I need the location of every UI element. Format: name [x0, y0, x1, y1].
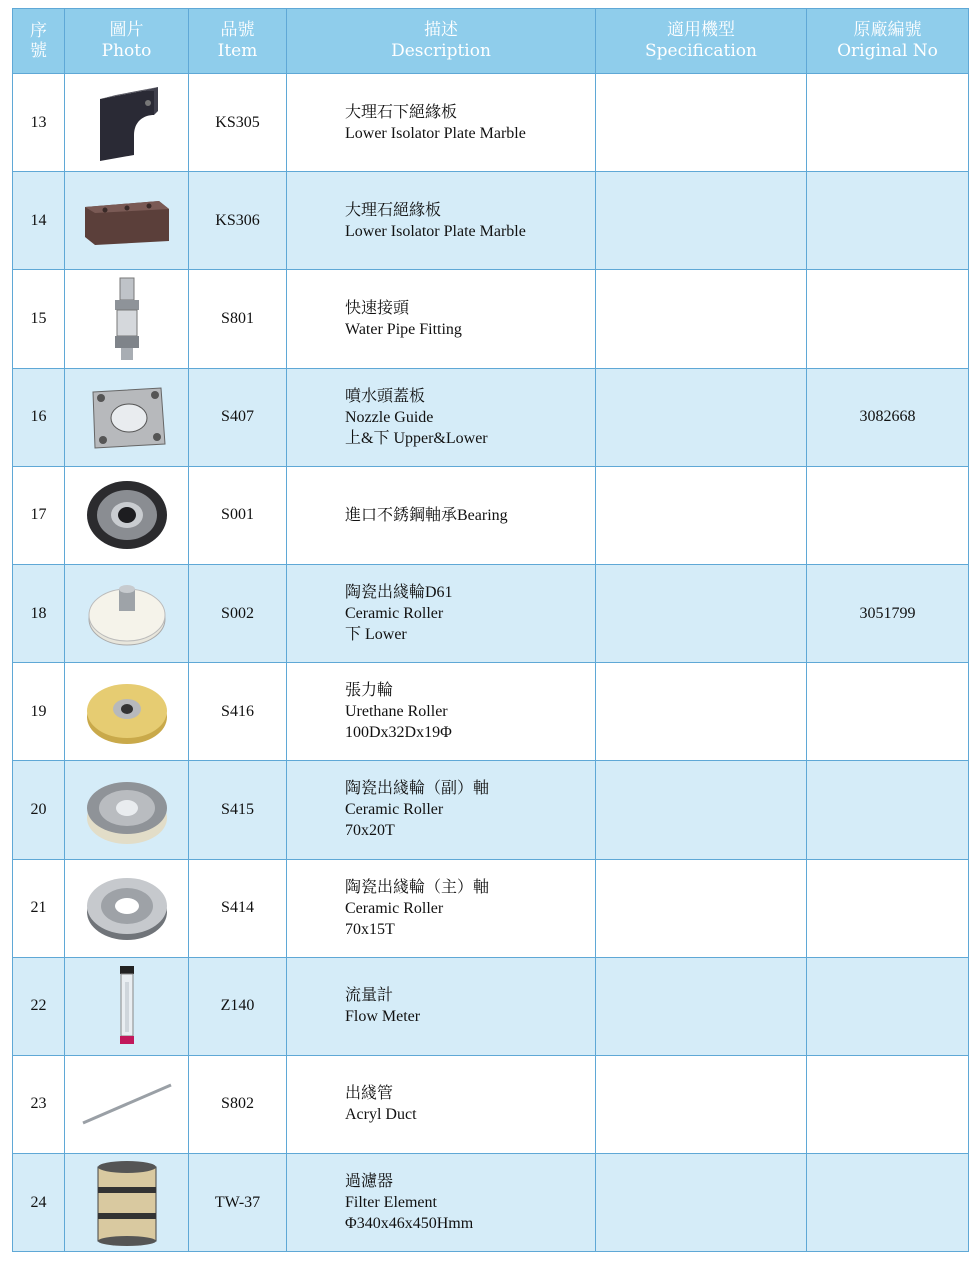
- table-row: [13, 1055, 969, 1153]
- header-row: [13, 9, 969, 74]
- bearing-icon: [65, 467, 188, 563]
- specification: [596, 1154, 807, 1252]
- description: [287, 368, 596, 466]
- photo-cell: [65, 564, 189, 662]
- photo-cell: [65, 466, 189, 564]
- item-code: Z140: [189, 957, 287, 1055]
- row-number: 17: [13, 466, 65, 564]
- nozzle-guide-plate-icon: [65, 369, 188, 465]
- specification: [596, 270, 807, 368]
- original-no: [807, 1055, 969, 1153]
- item-code: S801: [189, 270, 287, 368]
- description-line: Nozzle Guide: [345, 408, 434, 426]
- description-line: Filter Element: [345, 1194, 437, 1212]
- marble-block-brown-icon: [65, 173, 188, 269]
- photo-cell: [65, 1055, 189, 1153]
- description-line: 進口不銹鋼軸承Bearing: [345, 506, 508, 524]
- header-photo: 圖片 Photo: [65, 9, 189, 74]
- original-no: [807, 270, 969, 368]
- description-line: 下 Lower: [345, 626, 407, 644]
- item-code: S414: [189, 859, 287, 957]
- table-row: [13, 859, 969, 957]
- filter-element-icon: [65, 1155, 188, 1251]
- item-code: S001: [189, 466, 287, 564]
- description-line: 過濾器: [345, 1173, 394, 1191]
- description-line: 出綫管: [345, 1085, 394, 1103]
- flow-meter-icon: [65, 958, 188, 1054]
- description-line: 上&下 Upper&Lower: [345, 429, 488, 447]
- header-description: 描述 Description: [287, 9, 596, 74]
- pipe-fitting-icon: [65, 271, 188, 367]
- table-row: [13, 957, 969, 1055]
- photo-cell: [65, 957, 189, 1055]
- table-row: [13, 74, 969, 172]
- description: [287, 172, 596, 270]
- description-line: 70x15T: [345, 920, 395, 938]
- row-number: 18: [13, 564, 65, 662]
- row-number: 21: [13, 859, 65, 957]
- original-no: [807, 761, 969, 859]
- description-line: 陶瓷出綫輪（副）軸: [345, 780, 490, 798]
- description: [287, 1154, 596, 1252]
- acryl-duct-icon: [65, 1056, 188, 1152]
- original-no: 3051799: [807, 564, 969, 662]
- ceramic-roller-sub-icon: [65, 762, 188, 858]
- description-line: 噴水頭蓋板: [345, 387, 426, 405]
- description: [287, 859, 596, 957]
- item-code: KS306: [189, 172, 287, 270]
- description-line: Acryl Duct: [345, 1106, 417, 1124]
- photo-cell: [65, 1154, 189, 1252]
- header-item: 品號 Item: [189, 9, 287, 74]
- item-code: TW-37: [189, 1154, 287, 1252]
- table-row: [13, 1154, 969, 1252]
- marble-block-dark-icon: [65, 75, 188, 171]
- specification: [596, 172, 807, 270]
- parts-catalog-sheet: [12, 8, 968, 1256]
- table-row: [13, 761, 969, 859]
- description-line: 大理石下絕緣板: [345, 103, 458, 121]
- table-row: [13, 466, 969, 564]
- original-no: [807, 957, 969, 1055]
- row-number: 15: [13, 270, 65, 368]
- description-line: Ceramic Roller: [345, 605, 444, 623]
- photo-cell: [65, 74, 189, 172]
- item-code: S415: [189, 761, 287, 859]
- row-number: 14: [13, 172, 65, 270]
- photo-cell: [65, 368, 189, 466]
- description-line: Lower Isolator Plate Marble: [345, 222, 526, 240]
- description-line: 100Dx32Dx19Φ: [345, 724, 452, 742]
- description-line: Flow Meter: [345, 1008, 421, 1026]
- description-line: Urethane Roller: [345, 703, 448, 721]
- photo-cell: [65, 270, 189, 368]
- urethane-roller-icon: [65, 664, 188, 760]
- photo-cell: [65, 172, 189, 270]
- photo-cell: [65, 663, 189, 761]
- description: [287, 663, 596, 761]
- row-number: 16: [13, 368, 65, 466]
- photo-cell: [65, 859, 189, 957]
- row-number: 24: [13, 1154, 65, 1252]
- specification: [596, 368, 807, 466]
- specification: [596, 663, 807, 761]
- table-row: [13, 270, 969, 368]
- item-code: S407: [189, 368, 287, 466]
- description-line: 大理石絕緣板: [345, 201, 442, 219]
- item-code: S002: [189, 564, 287, 662]
- row-number: 23: [13, 1055, 65, 1153]
- description-line: Ceramic Roller: [345, 801, 444, 819]
- original-no: [807, 1154, 969, 1252]
- table-row: [13, 564, 969, 662]
- description-line: 快速接頭: [345, 299, 410, 317]
- item-code: KS305: [189, 74, 287, 172]
- description: [287, 74, 596, 172]
- description: [287, 466, 596, 564]
- specification: [596, 859, 807, 957]
- item-code: S802: [189, 1055, 287, 1153]
- photo-cell: [65, 761, 189, 859]
- description-line: 陶瓷出綫輪D61: [345, 584, 453, 602]
- original-no: [807, 466, 969, 564]
- original-no: [807, 859, 969, 957]
- row-number: 13: [13, 74, 65, 172]
- description: [287, 1055, 596, 1153]
- parts-table: [12, 8, 969, 1252]
- header-no: 序號: [13, 9, 65, 74]
- ceramic-roller-icon: [65, 566, 188, 662]
- header-specification: 適用機型 Specification: [596, 9, 807, 74]
- specification: [596, 466, 807, 564]
- description-line: 陶瓷出綫輪（主）軸: [345, 878, 490, 896]
- table-row: [13, 368, 969, 466]
- description-line: Water Pipe Fitting: [345, 320, 462, 338]
- description: [287, 564, 596, 662]
- header-original-no: 原廠編號 Original No: [807, 9, 969, 74]
- ceramic-roller-main-icon: [65, 860, 188, 956]
- row-number: 19: [13, 663, 65, 761]
- description-line: 張力輪: [345, 682, 394, 700]
- description-line: 70x20T: [345, 822, 395, 840]
- description-line: 流量計: [345, 987, 394, 1005]
- specification: [596, 761, 807, 859]
- description: [287, 270, 596, 368]
- item-code: S416: [189, 663, 287, 761]
- specification: [596, 564, 807, 662]
- specification: [596, 957, 807, 1055]
- row-number: 22: [13, 957, 65, 1055]
- original-no: [807, 172, 969, 270]
- description-line: Ceramic Roller: [345, 899, 444, 917]
- original-no: [807, 74, 969, 172]
- specification: [596, 1055, 807, 1153]
- original-no: [807, 663, 969, 761]
- specification: [596, 74, 807, 172]
- description: [287, 761, 596, 859]
- row-number: 20: [13, 761, 65, 859]
- description-line: Lower Isolator Plate Marble: [345, 124, 526, 142]
- description-line: Φ340x46x450Hmm: [345, 1215, 474, 1233]
- description: [287, 957, 596, 1055]
- original-no: 3082668: [807, 368, 969, 466]
- table-row: [13, 663, 969, 761]
- table-row: [13, 172, 969, 270]
